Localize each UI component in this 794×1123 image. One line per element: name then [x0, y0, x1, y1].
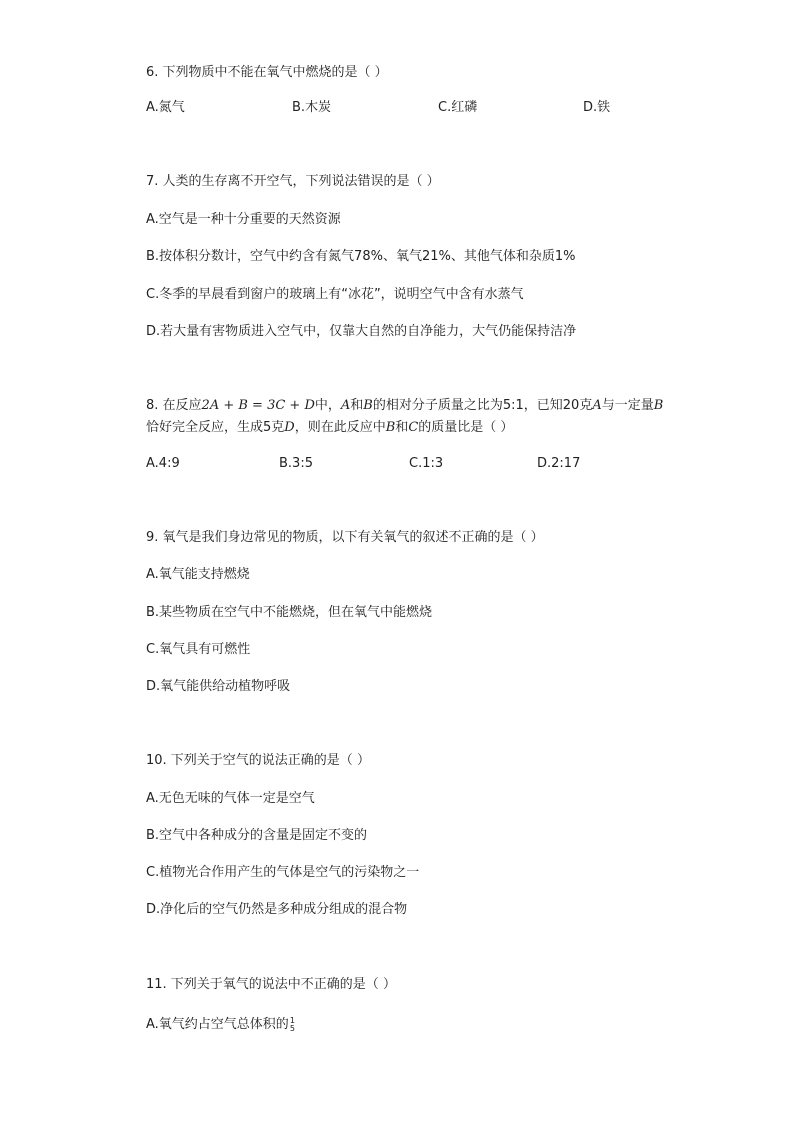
question-11-option-a [146, 1016, 295, 1034]
question-9-option-b: B.某些物质在空气中不能燃烧，但在氧气中能燃烧 [146, 605, 433, 620]
q8-text-7: ，则在此反应中 [294, 420, 386, 435]
question-10-option-d: D.净化后的空气仍然是多种成分组成的混合物 [146, 902, 408, 917]
question-10-stem: 10. 下列关于空气的说法正确的是（ ） [146, 753, 370, 768]
question-8-stem-line1 [146, 397, 663, 415]
question-6-option-a: A.氮气 [146, 100, 185, 115]
question-8-stem-line2 [146, 419, 513, 437]
question-10-option-a: A.无色无味的气体一定是空气 [146, 791, 315, 806]
question-10-option-c: C.植物光合作用产生的气体是空气的污染物之一 [146, 865, 420, 880]
q11-option-a-text: A.氧气约占空气总体积的 [146, 1017, 289, 1032]
q8-var-b2: B [653, 398, 664, 413]
q8-equation: 2A + B = 3C + D [201, 398, 315, 413]
question-7-option-b: B.按体积分数计，空气中约含有氮气78%、氧气21%、其他气体和杂质1% [146, 249, 576, 264]
question-11-stem: 11. 下列关于氧气的说法中不正确的是（ ） [146, 977, 396, 992]
question-9-option-a: A.氧气能支持燃烧 [146, 567, 250, 582]
q8-text-1: 8. 在反应 [146, 398, 202, 413]
q8-text-5: 与一定量 [601, 398, 654, 413]
question-7-stem: 7. 人类的生存离不开空气，下列说法错误的是（ ） [146, 174, 440, 189]
question-9-option-c: C.氧气具有可燃性 [146, 642, 251, 657]
fraction-numerator: 1 [289, 1015, 295, 1025]
q8-var-b3: B [385, 420, 396, 435]
question-8-option-a: A.4:9 [146, 456, 180, 471]
q8-var-b: B [363, 398, 373, 413]
q8-text-8: 和 [395, 420, 409, 435]
question-7-option-c: C.冬季的早晨看到窗户的玻璃上有“冰花”，说明空气中含有水蒸气 [146, 287, 524, 302]
q8-var-d: D [284, 420, 295, 435]
q8-var-a: A [340, 398, 351, 413]
question-8-option-b: B.3:5 [279, 456, 313, 471]
question-8-option-c: C.1:3 [409, 456, 444, 471]
question-10-option-b: B.空气中各种成分的含量是固定不变的 [146, 828, 368, 843]
question-9-stem: 9. 氧气是我们身边常见的物质，以下有关氧气的叙述不正确的是（ ） [146, 530, 544, 545]
question-9-option-d: D.氧气能供给动植物呼吸 [146, 679, 291, 694]
q8-text-3: 和 [350, 398, 364, 413]
fraction-one-fifth [290, 1017, 295, 1033]
fraction-denominator: 5 [289, 1023, 295, 1033]
question-8-option-d: D.2:17 [537, 456, 581, 471]
question-6-option-b: B.木炭 [292, 100, 332, 115]
q8-text-4: 的相对分子质量之比为5:1，已知20克 [372, 398, 593, 413]
question-6-stem: 6. 下列物质中不能在氧气中燃烧的是（ ） [146, 65, 388, 80]
q8-text-9: 的质量比是（ ） [418, 420, 514, 435]
q8-text-6: 恰好完全反应，生成5克 [146, 420, 285, 435]
q8-text-2: 中， [314, 398, 341, 413]
question-7-option-a: A.空气是一种十分重要的天然资源 [146, 212, 341, 227]
question-7-option-d: D.若大量有害物质进入空气中，仅靠大自然的自净能力，大气仍能保持洁净 [146, 324, 577, 339]
question-6-option-c: C.红磷 [438, 100, 478, 115]
question-6-option-d: D.铁 [583, 100, 611, 115]
q8-var-c: C [408, 420, 419, 435]
q8-var-a2: A [592, 398, 602, 413]
